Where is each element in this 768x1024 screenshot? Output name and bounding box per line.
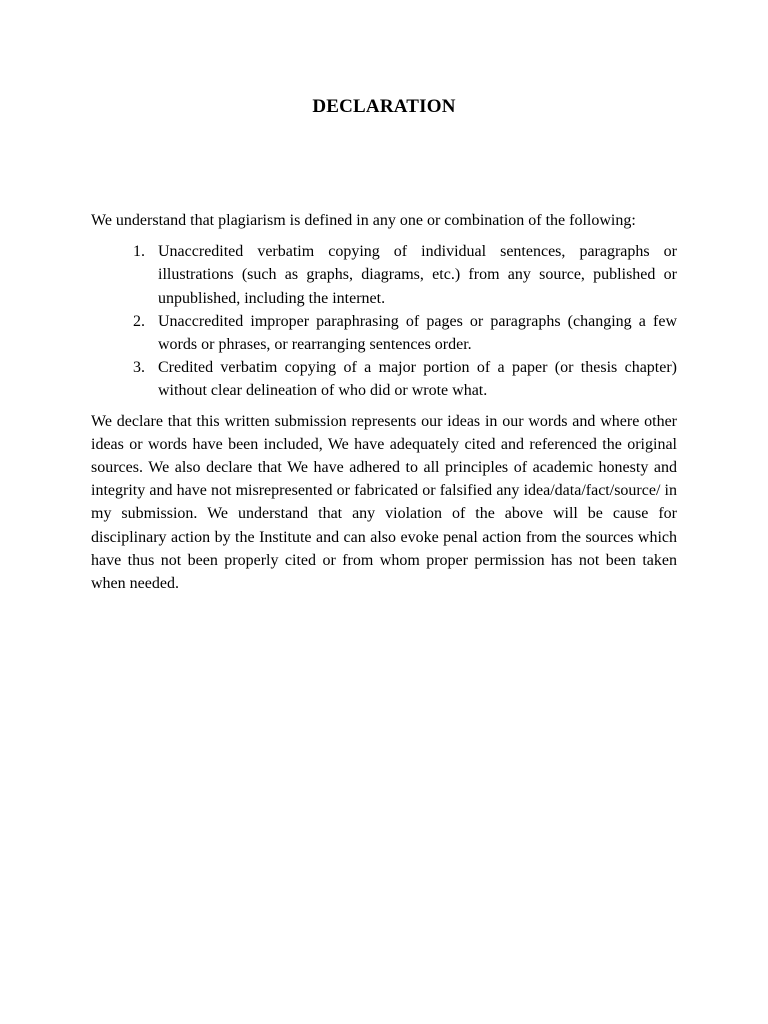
list-item-text: Unaccredited improper paraphrasing of pages or paragraphs (changing a few words or phrases, or rearranging sentences order.: [158, 312, 677, 354]
list-item: [91, 240, 677, 310]
list-item: [91, 356, 677, 402]
declaration-paragraph: We declare that this written submission represents our ideas in our words and where other ideas or words have been included, We have adequately cited and referenced the original sources. We also declare that We have adhered to all principles of academic honesty and integrity and have not misrepresented or fabricated or falsified any idea/data/fact/source/ in my submission. We understand that any violation of the above will be cause for disciplinary action by the Institute and can also evoke penal action from the sources which have thus not been properly cited or from whom proper permission has not been taken when needed.: [91, 412, 677, 593]
list-item-number: 2.: [133, 312, 145, 330]
plagiarism-definition-list: [91, 240, 677, 402]
intro-paragraph: We understand that plagiarism is defined in any one or combination of the following:: [91, 212, 636, 229]
list-item-number: 3.: [133, 359, 145, 377]
list-item-text: Unaccredited verbatim copying of individual sentences, paragraphs or illustrations (such as graphs, diagrams, etc.) from any source, published or unpublished, including the internet.: [158, 243, 677, 307]
list-item: [91, 310, 677, 356]
list-item-number: 1.: [133, 243, 145, 261]
document-body: [91, 209, 677, 595]
page-title: DECLARATION: [312, 96, 456, 117]
list-item-text: Credited verbatim copying of a major portion of a paper (or thesis chapter) without clear delineation of who did or wrote what.: [158, 359, 677, 400]
